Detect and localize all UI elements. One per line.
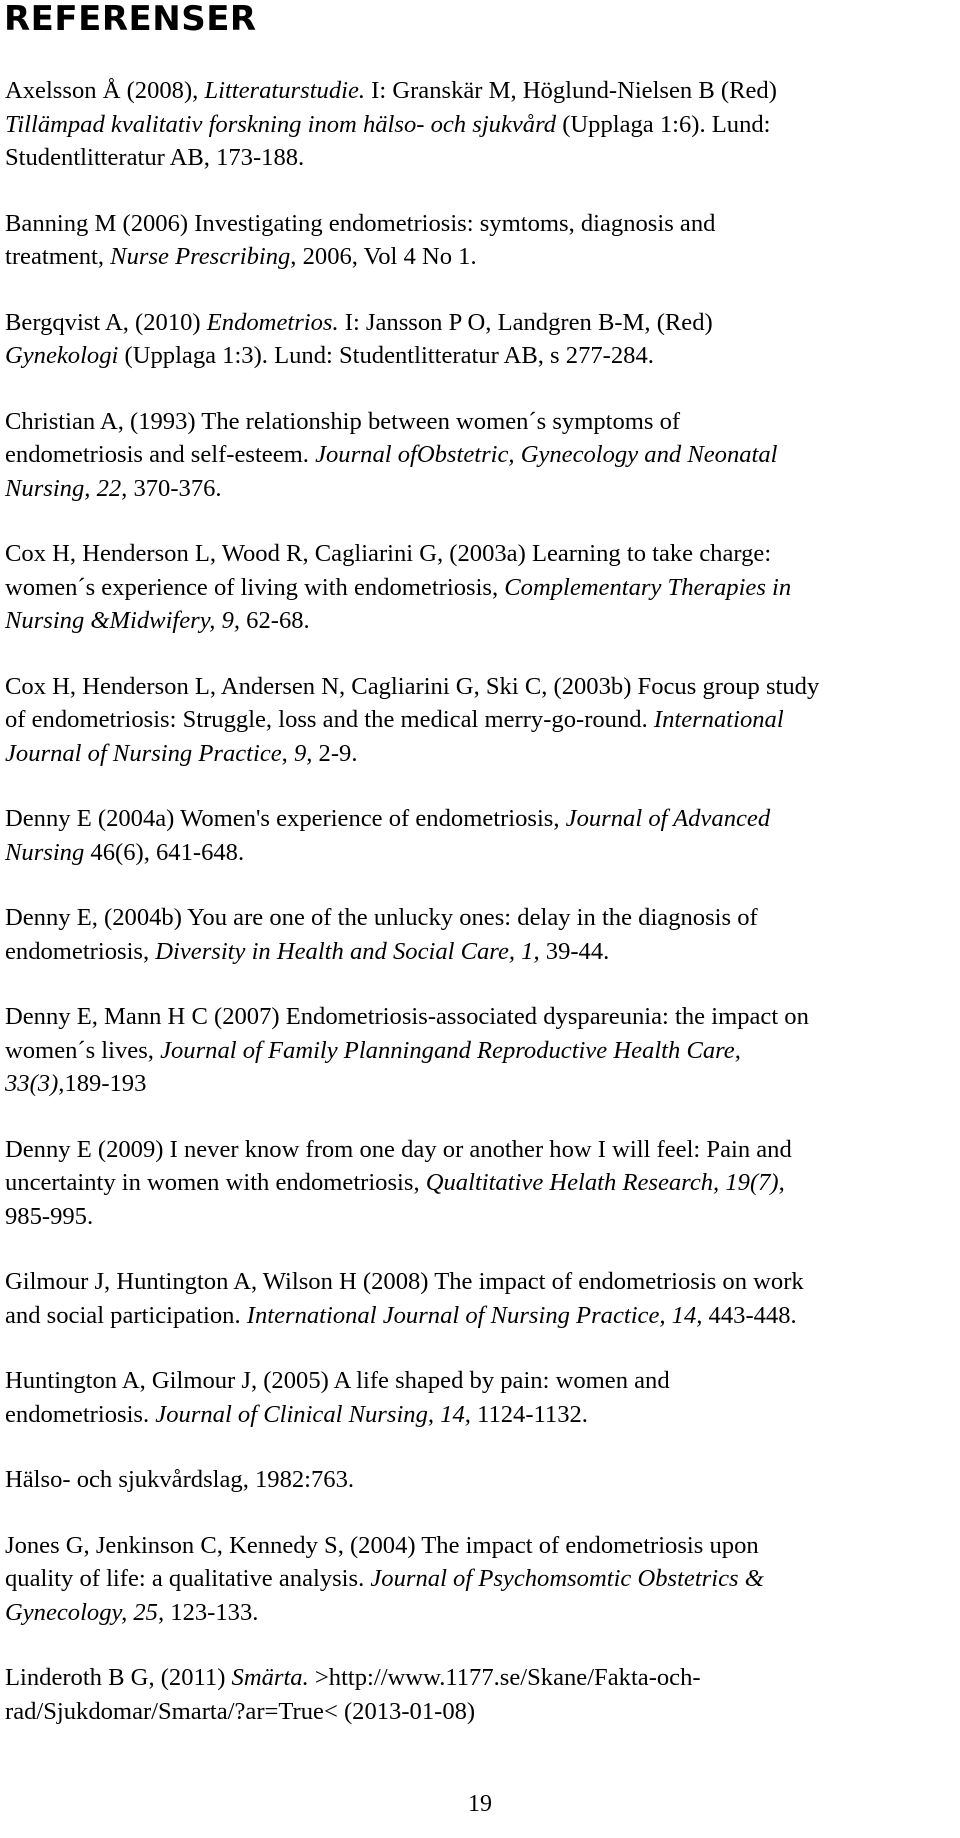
- reference-text: Hälso- och sjukvårdslag, 1982:763.: [5, 1466, 355, 1493]
- reference-text: 62-68.: [240, 607, 310, 634]
- reference-text: treatment,: [5, 243, 111, 270]
- reference-text: Christian A, (1993) The relationship between women´s symptoms of: [5, 407, 681, 435]
- reference-line: [5, 901, 960, 935]
- reference-text: Cox H, Henderson L, Andersen N, Cagliarini G, Ski C, (2003b) Focus group study: [5, 672, 820, 700]
- reference-text: Jones G, Jenkinson C, Kennedy S, (2004) The impact of endometriosis upon: [5, 1531, 759, 1559]
- reference-text: Huntington A, Gilmour J, (2005) A life shaped by pain: women and: [5, 1367, 670, 1394]
- reference-line: [5, 1695, 960, 1729]
- reference-text: Cox H, Henderson L, Wood R, Cagliarini G, (2003a) Learning to take charge:: [5, 540, 772, 567]
- reference-text: Bergqvist A, (2010): [5, 308, 207, 336]
- reference-entry: [5, 1661, 960, 1728]
- reference-text: 370-376.: [127, 474, 222, 502]
- reference-line: [5, 1398, 960, 1432]
- reference-line: [5, 108, 960, 142]
- reference-text: Denny E, (2004b) You are one of the unlucky ones: delay in the diagnosis of: [5, 904, 758, 931]
- reference-line: [5, 405, 960, 439]
- reference-line: [5, 1067, 960, 1101]
- reference-line: [5, 1661, 960, 1695]
- reference-italic-text: 33(3),: [5, 1070, 65, 1097]
- reference-entry: [5, 1529, 960, 1630]
- reference-line: [5, 74, 960, 108]
- reference-italic-text: Tillämpad kvalitativ forskning inom hälso- och sjukvård: [5, 110, 557, 138]
- reference-text: >http://www.1177.se/Skane/Fakta-och-: [308, 1664, 701, 1691]
- reference-line: [5, 207, 960, 241]
- reference-italic-text: Nursing &Midwifery, 9,: [5, 607, 241, 634]
- reference-italic-text: Journal of Advanced: [565, 805, 771, 832]
- reference-line: [5, 537, 960, 571]
- reference-italic-text: Gynekologi: [5, 342, 119, 369]
- reference-text: Denny E (2004a) Women's experience of endometriosis,: [5, 805, 566, 832]
- reference-entry: [5, 670, 960, 771]
- reference-italic-text: Nursing: [5, 838, 85, 866]
- reference-line: [5, 472, 960, 506]
- reference-list: [5, 74, 960, 1760]
- reference-text: Studentlitteratur AB, 173-188.: [5, 144, 305, 171]
- reference-italic-text: International Journal of Nursing Practice, 14,: [246, 1301, 703, 1329]
- reference-text: (Upplaga 1:3). Lund: Studentlitteratur AB, s 277-284.: [118, 342, 654, 369]
- reference-text: Denny E (2009) I never know from one day or another how I will feel: Pain and: [5, 1135, 792, 1163]
- reference-text: 2-9.: [312, 739, 358, 767]
- reference-text: endometriosis,: [5, 937, 156, 965]
- reference-italic-text: Complementary Therapies in: [504, 573, 792, 601]
- reference-italic-text: Journal ofObstetric, Gynecology and Neonatal: [315, 441, 778, 468]
- reference-italic-text: Litteraturstudie.: [204, 77, 366, 104]
- reference-italic-text: Gynecology, 25,: [5, 1598, 165, 1626]
- reference-line: [5, 703, 960, 737]
- reference-italic-text: Journal of Psychomsomtic Obstetrics &: [370, 1565, 764, 1592]
- reference-line: [5, 1133, 960, 1167]
- reference-line: [5, 1200, 960, 1234]
- reference-entry: [5, 306, 960, 373]
- reference-line: [5, 141, 960, 175]
- reference-line: [5, 836, 960, 870]
- reference-italic-text: International: [653, 706, 784, 733]
- reference-text: endometriosis.: [5, 1400, 156, 1428]
- reference-line: [5, 240, 960, 274]
- reference-italic-text: Journal of Family Planningand Reproductive Health Care,: [160, 1036, 741, 1064]
- reference-entry: [5, 1133, 960, 1234]
- reference-entry: [5, 1265, 960, 1332]
- reference-entry: [5, 1463, 960, 1497]
- reference-italic-text: Diversity in Health and Social Care, 1,: [155, 937, 540, 965]
- reference-text: Axelsson Å (2008),: [5, 77, 205, 104]
- reference-text: 1124-1132.: [470, 1400, 588, 1428]
- reference-text: endometriosis and self-esteem.: [5, 441, 316, 468]
- reference-line: [5, 1299, 960, 1333]
- reference-text: rad/Sjukdomar/Smarta/?ar=True< (2013-01-08): [5, 1697, 476, 1725]
- reference-line: [5, 1364, 960, 1398]
- reference-line: [5, 802, 960, 836]
- reference-text: , 2006, Vol 4 No 1.: [290, 243, 477, 270]
- reference-text: Gilmour J, Huntington A, Wilson H (2008) The impact of endometriosis on work: [5, 1268, 804, 1295]
- reference-text: Linderoth B G, (2011): [5, 1664, 232, 1691]
- reference-text: quality of life: a qualitative analysis.: [5, 1565, 371, 1592]
- reference-italic-text: Journal of Nursing Practice, 9,: [5, 739, 313, 767]
- reference-entry: [5, 537, 960, 638]
- reference-line: [5, 935, 960, 969]
- reference-text: 46(6), 641-648.: [84, 838, 245, 866]
- reference-line: [5, 670, 960, 704]
- reference-line: [5, 1034, 960, 1068]
- reference-entry: [5, 405, 960, 506]
- reference-text: uncertainty in women with endometriosis,: [5, 1169, 426, 1196]
- reference-entry: [5, 207, 960, 274]
- reference-italic-text: Qualtitative Helath Research, 19(7),: [425, 1169, 785, 1196]
- reference-text: 985-995.: [5, 1202, 94, 1230]
- reference-entry: [5, 1364, 960, 1431]
- reference-line: [5, 1529, 960, 1563]
- reference-text: women´s lives,: [5, 1036, 161, 1064]
- reference-text: 189-193: [64, 1070, 147, 1097]
- reference-text: and social participation.: [5, 1301, 247, 1329]
- reference-text: 443-448.: [702, 1301, 797, 1329]
- reference-text: Banning M (2006) Investigating endometriosis: symtoms, diagnosis and: [5, 209, 716, 237]
- reference-text: 123-133.: [164, 1598, 259, 1626]
- reference-line: [5, 571, 960, 605]
- page-title: REFERENSER: [4, 0, 257, 39]
- reference-line: [5, 339, 960, 373]
- reference-line: [5, 737, 960, 771]
- reference-line: [5, 1265, 960, 1299]
- reference-text: Denny E, Mann H C (2007) Endometriosis-associated dyspareunia: the impact on: [5, 1003, 809, 1030]
- reference-line: [5, 1463, 960, 1497]
- reference-line: [5, 1000, 960, 1034]
- page-number: 19: [468, 1791, 492, 1817]
- reference-line: [5, 604, 960, 638]
- reference-entry: [5, 1000, 960, 1101]
- reference-italic-text: Endometrios.: [206, 308, 339, 336]
- reference-line: [5, 438, 960, 472]
- reference-italic-text: Journal of Clinical Nursing, 14,: [155, 1400, 471, 1428]
- reference-line: [5, 306, 960, 340]
- reference-entry: [5, 901, 960, 968]
- reference-italic-text: Smärta.: [231, 1664, 309, 1691]
- reference-italic-text: Nursing, 22,: [5, 474, 128, 502]
- reference-text: women´s experience of living with endometriosis,: [5, 573, 505, 601]
- reference-entry: [5, 74, 960, 175]
- reference-text: (Upplaga 1:6). Lund:: [556, 110, 771, 138]
- reference-text: I: Granskär M, Höglund-Nielsen B (Red): [365, 77, 777, 104]
- reference-text: of endometriosis: Struggle, loss and the medical merry-go-round.: [5, 706, 654, 733]
- reference-line: [5, 1562, 960, 1596]
- reference-text: 39-44.: [539, 937, 610, 965]
- reference-text: I: Jansson P O, Landgren B-M, (Red): [338, 308, 713, 336]
- reference-italic-text: Nurse Prescribing: [110, 243, 291, 270]
- reference-line: [5, 1596, 960, 1630]
- reference-entry: [5, 802, 960, 869]
- reference-line: [5, 1166, 960, 1200]
